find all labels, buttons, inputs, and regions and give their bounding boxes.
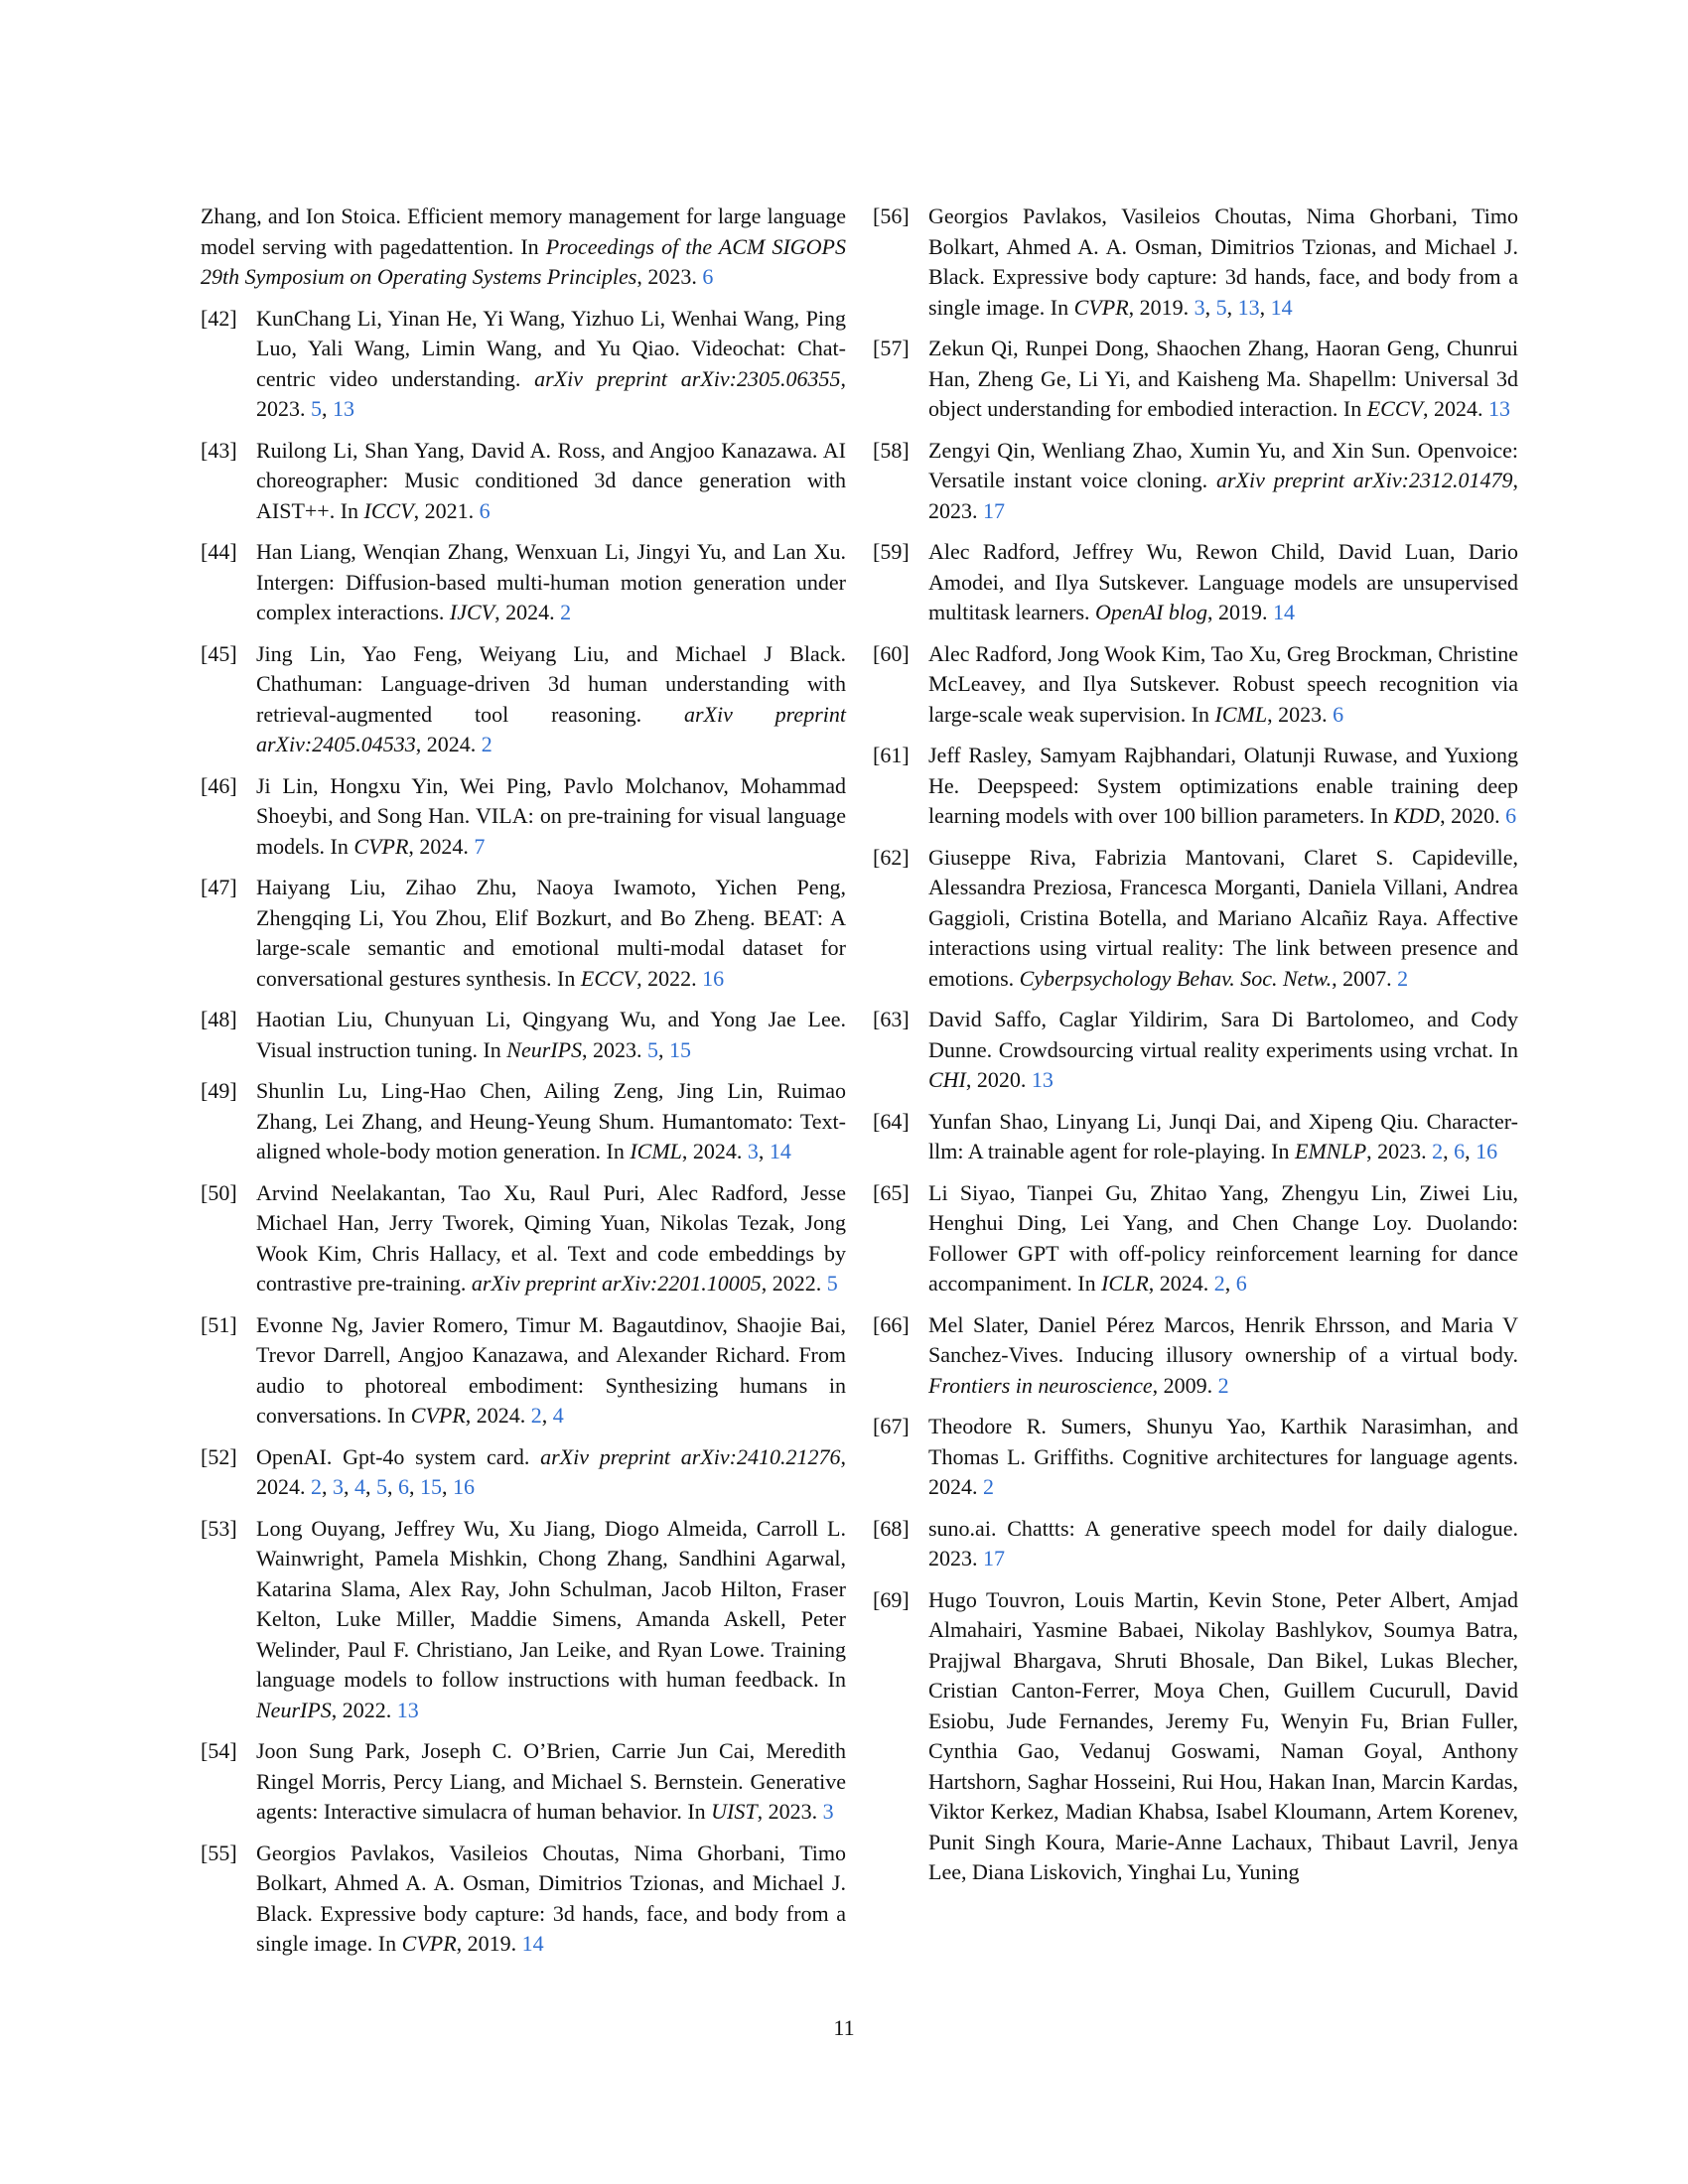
reference-number: [49] [201,1078,237,1103]
reference-number: [63] [873,1007,910,1031]
citation-page-link[interactable]: 14 [1270,294,1293,320]
citation-page-link[interactable]: 3 [822,1799,834,1824]
citation-page-link[interactable]: 6 [398,1474,409,1499]
reference-number: [46] [201,772,237,798]
reference-venue: EMNLP [1295,1139,1367,1163]
citation-page-link[interactable]: 15 [669,1036,692,1062]
reference-entry [201,1442,846,1503]
reference-text: , [387,1474,398,1499]
reference-number: [69] [873,1586,910,1612]
reference-entry [201,1736,846,1828]
reference-venue: arXiv preprint arXiv:2405.04533 [256,701,846,756]
reference-venue: CHI [928,1067,966,1092]
reference-text: Yunfan Shao, Linyang Li, Junqi Dai, and Xipeng Qiu. Character-llm: A trainable agent for role-playing. In [928,1108,1518,1163]
reference-number: [44] [201,539,237,564]
reference-text: suno.ai. Chattts: A generative speech model for daily dialogue. 2023. [928,1515,1518,1570]
reference-text: , [1226,294,1238,320]
reference-number: [54] [201,1738,237,1763]
reference-text: , 2022. [331,1697,397,1722]
reference-text: , [1204,294,1216,320]
reference-venue: ICML [630,1139,682,1163]
reference-text: , 2022. [636,965,703,991]
citation-page-link[interactable]: 5 [1215,294,1227,320]
reference-entry [873,1107,1518,1167]
reference-text: , [541,1403,553,1428]
citation-page-link[interactable]: 2 [1397,965,1409,991]
citation-page-link[interactable]: 16 [1476,1139,1498,1163]
reference-text: , 2024. [1422,396,1488,421]
reference-venue: IJCV [449,600,495,624]
citation-page-link[interactable]: 6 [1235,1271,1247,1296]
reference-entry [201,304,846,425]
reference-text: Alec Radford, Jong Wook Kim, Tao Xu, Greg Brockman, Christine McLeavey, and Ilya Sutskever. Robust speech recognition via large-scale weak supervision. In [928,640,1518,727]
reference-entry [201,1310,846,1432]
citation-page-link[interactable]: 17 [983,1546,1005,1570]
reference-text: Georgios Pavlakos, Vasileios Choutas, Nima Ghorbani, Timo Bolkart, Ahmed A. A. Osman, Dimitrios Tzionas, and Michael J. Black. Expressive body capture: 3d hands, face, and body from a single image. In [928,204,1518,320]
reference-text: , 2022. [761,1271,827,1296]
reference-venue: CVPR [353,833,409,859]
reference-text: , 2024. [408,833,475,859]
citation-page-link[interactable]: 4 [552,1403,564,1428]
reference-text: Haiyang Liu, Zihao Zhu, Naoya Iwamoto, Yichen Peng, Zhengqing Li, You Zhou, Elif Bozkurt, and Bo Zheng. BEAT: A large-scale semantic and emotional multi-modal dataset for conversational gestures synthesis. In [256,875,846,991]
reference-entry [873,843,1518,995]
reference-number: [47] [201,875,237,899]
citation-page-link[interactable]: 4 [354,1474,365,1499]
reference-venue: UIST [711,1799,758,1824]
reference-text: , 2024. [415,732,482,756]
reference-list-right [873,202,1518,1888]
reference-text: Long Ouyang, Jeffrey Wu, Xu Jiang, Diogo Almeida, Carroll L. Wainwright, Pamela Mishkin, Chong Zhang, Sandhini Agarwal, Katarina Slama, Alex Ray, John Schulman, Jacob Hilton, Fraser Kelton, Luke Miller, Maddie Simens, Amanda Askell, Peter Welinder, Paul F. Christiano, Jan Leike, and Ryan Lowe. Training language models to follow instructions with human feedback. In [256,1515,846,1692]
reference-text: , 2024. [465,1403,531,1428]
page-number: 11 [833,2015,855,2040]
reference-text: , [322,1474,333,1499]
citation-page-link[interactable]: 6 [1454,1139,1466,1163]
reference-venue: ICLR [1101,1271,1149,1296]
citation-page-link[interactable]: 2 [530,1403,542,1428]
citation-page-link[interactable]: 13 [1031,1067,1054,1092]
reference-text: , [758,1139,770,1163]
reference-text: Georgios Pavlakos, Vasileios Choutas, Nima Ghorbani, Timo Bolkart, Ahmed A. A. Osman, Dimitrios Tzionas, and Michael J. Black. Expressive body capture: 3d hands, face, and body from a single image. In [256,1840,846,1956]
reference-column-left [201,202,846,1971]
reference-venue: KDD [1393,803,1441,828]
reference-text: , 2024. [256,1443,846,1499]
reference-text: Evonne Ng, Javier Romero, Timur M. Bagautdinov, Shaojie Bai, Trevor Darrell, Angjoo Kanazawa, and Alexander Richard. From audio to photoreal embodiment: Synthesizing humans in conversations. In [256,1311,846,1428]
reference-text: , [1443,1139,1455,1163]
reference-entry [201,873,846,994]
reference-entry [873,334,1518,425]
reference-text: , 2023. [1267,701,1334,727]
reference-venue: Cyberpsychology Behav. Soc. Netw. [1019,965,1333,991]
reference-entry [873,436,1518,527]
citation-page-link[interactable]: 3 [747,1139,759,1163]
reference-entry [201,1839,846,1960]
reference-number: [52] [201,1443,237,1469]
reference-number: [62] [873,844,910,870]
reference-text: , [442,1474,453,1499]
reference-venue: CVPR [401,1931,457,1956]
reference-entry [873,537,1518,628]
reference-text: Alec Radford, Jeffrey Wu, Rewon Child, David Luan, Dario Amodei, and Ilya Sutskever. Language models are unsupervised multitask learners. [928,539,1518,624]
citation-page-link[interactable]: 13 [1487,396,1510,421]
reference-entry [873,741,1518,832]
citation-page-link[interactable]: 5 [647,1036,659,1062]
reference-text: , [1224,1271,1236,1296]
reference-venue: ECCV [1366,396,1423,421]
reference-text: , [365,1474,376,1499]
reference-text: Ji Lin, Hongxu Yin, Wei Ping, Pavlo Molchanov, Mohammad Shoeybi, and Song Han. VILA: on pre-training for visual language models. In [256,772,846,859]
reference-text: , 2023. [1366,1139,1433,1163]
reference-text: , 2007. [1332,965,1398,991]
citation-page-link[interactable]: 3 [333,1474,344,1499]
reference-continuation [201,202,846,293]
reference-text: , 2024. [681,1139,748,1163]
reference-number: [50] [201,1179,237,1205]
reference-number: [53] [201,1515,237,1541]
reference-number: [42] [201,305,237,331]
reference-text: Mel Slater, Daniel Pérez Marcos, Henrik Ehrsson, and Maria V Sanchez-Vives. Inducing illusory ownership of a virtual body. [928,1311,1518,1367]
reference-text: , [1259,294,1271,320]
reference-entry [873,1412,1518,1503]
reference-entry [201,1076,846,1167]
citation-page-link[interactable]: 5 [311,396,322,421]
reference-text: Hugo Touvron, Louis Martin, Kevin Stone, Peter Albert, Amjad Almahairi, Yasmine Babaei, Nikolay Bashlykov, Soumya Batra, Prajjwal Bhargava, Shruti Bhosale, Dan Bikel, Lukas Blecher, Cristian Canton-Ferrer, Moya Chen, Guillem Cucurull, David Esiobu, Jude Fernandes, Jeremy Fu, Wenyin Fu, Brian Fuller, Cynthia Gao, Vedanuj Goswami, Naman Goyal, Anthony Hartshorn, Saghar Hosseini, Rui Hou, Hakan Inan, Marcin Kardas, Viktor Kerkez, Madian Khabsa, Isabel Kloumann, Artem Korenev, Punit Singh Koura, Marie-Anne Lachaux, Thibaut Lavril, Jenya Lee, Diana Liskovich, Yinghai Lu, Yuning [928,1586,1518,1884]
reference-number: [66] [873,1311,910,1337]
reference-text: , 2020. [965,1067,1032,1092]
reference-venue: OpenAI blog [1095,600,1208,624]
reference-number: [51] [201,1311,237,1337]
reference-text: , 2023. [636,264,703,289]
reference-text: , 2023. [928,468,1518,523]
reference-text: , 2009. [1152,1372,1218,1398]
citation-page-link[interactable]: 2 [560,600,572,624]
reference-entry [873,1005,1518,1096]
reference-text: , 2023. [757,1799,823,1824]
reference-text: Zengyi Qin, Wenliang Zhao, Xumin Yu, and Xin Sun. Openvoice: Versatile instant voice cloning. [928,437,1518,492]
citation-page-link[interactable]: 2 [1213,1271,1225,1296]
reference-text: , 2023. [256,365,846,421]
reference-number: [60] [873,640,910,666]
reference-venue: Frontiers in neuroscience [928,1372,1153,1398]
citation-page-link[interactable]: 2 [983,1474,994,1499]
reference-venue: arXiv preprint arXiv:2410.21276 [540,1443,841,1469]
citation-page-link[interactable]: 15 [420,1474,442,1499]
reference-text: KunChang Li, Yinan He, Yi Wang, Yizhuo Li, Wenhai Wang, Ping Luo, Yali Wang, Limin Wang, and Yu Qiao. Videochat: Chat-centric video understanding. [256,305,846,391]
reference-text: , [1465,1139,1477,1163]
citation-page-link[interactable]: 16 [702,965,725,991]
citation-page-link[interactable]: 17 [983,497,1005,523]
reference-number: [68] [873,1515,910,1541]
reference-venue: ICML [1214,701,1268,727]
citation-page-link[interactable]: 2 [1432,1139,1444,1163]
reference-venue: CVPR [1073,294,1129,320]
citation-page-link[interactable]: 6 [1505,803,1517,828]
citation-page-link[interactable]: 5 [376,1474,387,1499]
reference-text: Shunlin Lu, Ling-Hao Chen, Ailing Zeng, Jing Lin, Ruimao Zhang, Lei Zhang, and Heung-Yeung Shum. Humantomato: Text-aligned whole-body motion generation. In [256,1078,846,1163]
reference-text: Giuseppe Riva, Fabrizia Mantovani, Claret S. Capideville, Alessandra Preziosa, Francesca Morganti, Daniela Villani, Andrea Gaggioli, Cristina Botella, and Mariano Alcañiz Raya. Affective interactions using virtual reality: The link between presence and emotions. [928,844,1518,991]
reference-text: Zhang, and Ion Stoica. Efficient memory management for large language model serving with pagedattention. In [201,204,846,259]
reference-number: [59] [873,539,910,564]
reference-text: , 2024. [494,600,561,624]
reference-venue: CVPR [410,1403,466,1428]
reference-text: Jing Lin, Yao Feng, Weiyang Liu, and Michael J Black. Chathuman: Language-driven 3d human understanding with retrieval-augmented tool reasoning. [256,640,846,727]
reference-entry [201,1005,846,1065]
reference-text: Zekun Qi, Runpei Dong, Shaochen Zhang, Haoran Geng, Chunrui Han, Zheng Ge, Li Yi, and Kaisheng Ma. Shapellm: Universal 3d object understanding for embodied interaction. In [928,336,1518,421]
reference-text: OpenAI. Gpt-4o system card. [256,1443,541,1469]
reference-text: David Saffo, Caglar Yildirim, Sara Di Bartolomeo, and Cody Dunne. Crowdsourcing virtual reality experiments using vrchat. In [928,1007,1518,1062]
reference-venue: arXiv preprint arXiv:2201.10005 [471,1271,762,1296]
citation-page-link[interactable]: 6 [1333,701,1344,727]
reference-text: Arvind Neelakantan, Tao Xu, Raul Puri, Alec Radford, Jesse Michael Han, Jerry Tworek, Qiming Yuan, Nikolas Tezak, Jong Wook Kim, Chris Hallacy, et al. Text and code embeddings by contrastive pre-training. [256,1179,846,1296]
citation-page-link[interactable]: 14 [769,1139,791,1163]
reference-entry [873,1585,1518,1888]
citation-page-link[interactable]: 3 [1194,294,1205,320]
reference-venue: NeurIPS [506,1036,583,1062]
reference-text: , 2019. [1128,294,1195,320]
reference-text: Haotian Liu, Chunyuan Li, Qingyang Wu, and Yong Jae Lee. Visual instruction tuning. In [256,1007,846,1062]
reference-number: [64] [873,1108,910,1134]
reference-number: [58] [873,437,910,463]
citation-page-link[interactable]: 14 [521,1931,544,1956]
reference-entry [201,771,846,863]
citation-page-link[interactable]: 2 [481,732,492,756]
reference-venue: arXiv preprint arXiv:2305.06355 [534,365,841,391]
reference-number: [65] [873,1179,910,1205]
reference-entry [201,1178,846,1299]
reference-text: Li Siyao, Tianpei Gu, Zhitao Yang, Zhengyu Lin, Ziwei Liu, Henghui Ding, Lei Yang, and Chen Change Loy. Duolando: Follower GPT with off-policy reinforcement learning for dance accompaniment. In [928,1179,1518,1296]
reference-number: [56] [873,204,910,228]
reference-text: Joon Sung Park, Joseph C. O’Brien, Carrie Jun Cai, Meredith Ringel Morris, Percy Liang, and Michael S. Bernstein. Generative agents: Interactive simulacra of human behavior. In [256,1738,846,1824]
reference-entry [201,436,846,527]
reference-venue: Proceedings of the ACM SIGOPS 29th Symposium on Operating Systems Principles [201,233,846,289]
reference-venue: ICCV [363,497,414,523]
reference-text: , 2020. [1440,803,1506,828]
reference-text: , 2024. [1148,1271,1214,1296]
reference-number: [45] [201,640,237,666]
reference-text: Jeff Rasley, Samyam Rajbhandari, Olatunji Ruwase, and Yuxiong He. Deepspeed: System optimizations enable training deep learning models with over 100 billion parameters. In [928,743,1518,828]
reference-entry [873,1514,1518,1574]
reference-text: Theodore R. Sumers, Shunyu Yao, Karthik Narasimhan, and Thomas L. Griffiths. Cognitive architectures for language agents. 2024. [928,1414,1518,1499]
reference-entry [873,639,1518,731]
citation-page-link[interactable]: 14 [1273,600,1296,624]
reference-venue: ECCV [580,965,637,991]
reference-entry [873,1178,1518,1299]
reference-entry [201,639,846,760]
citation-page-link[interactable]: 6 [702,264,714,289]
reference-list-left [201,304,846,1960]
reference-text: , [344,1474,354,1499]
reference-entry [201,1514,846,1726]
reference-text: , 2019. [456,1931,522,1956]
reference-text: Han Liang, Wenqian Zhang, Wenxuan Li, Jingyi Yu, and Lan Xu. Intergen: Diffusion-based multi-human motion generation under complex interactions. [256,539,846,624]
citation-page-link[interactable]: 2 [1217,1372,1229,1398]
reference-entry [873,1310,1518,1402]
citation-page-link[interactable]: 2 [311,1474,322,1499]
reference-number: [43] [201,437,237,463]
reference-text: , [658,1036,670,1062]
reference-text: , 2023. [582,1036,648,1062]
reference-text: , [322,396,333,421]
reference-column-right [873,202,1518,1899]
citation-page-link[interactable]: 13 [1237,294,1260,320]
reference-number: [55] [201,1840,237,1865]
citation-page-link[interactable]: 16 [453,1474,475,1499]
citation-page-link[interactable]: 7 [474,833,486,859]
citation-page-link[interactable]: 6 [479,497,491,523]
reference-text: Ruilong Li, Shan Yang, David A. Ross, and Angjoo Kanazawa. AI choreographer: Music conditioned 3d dance generation with AIST++. In [256,437,846,523]
citation-page-link[interactable]: 13 [396,1697,419,1722]
reference-number: [67] [873,1414,910,1438]
reference-text: , [409,1474,420,1499]
reference-number: [48] [201,1007,237,1031]
citation-page-link[interactable]: 5 [826,1271,838,1296]
reference-text: , 2019. [1207,600,1274,624]
reference-entry [201,537,846,628]
citation-page-link[interactable]: 13 [333,396,354,421]
reference-entry [873,202,1518,323]
reference-number: [61] [873,743,910,767]
reference-venue: arXiv preprint arXiv:2312.01479 [1216,468,1513,492]
reference-number: [57] [873,336,910,360]
reference-venue: NeurIPS [256,1697,332,1722]
reference-text: , 2021. [413,497,480,523]
